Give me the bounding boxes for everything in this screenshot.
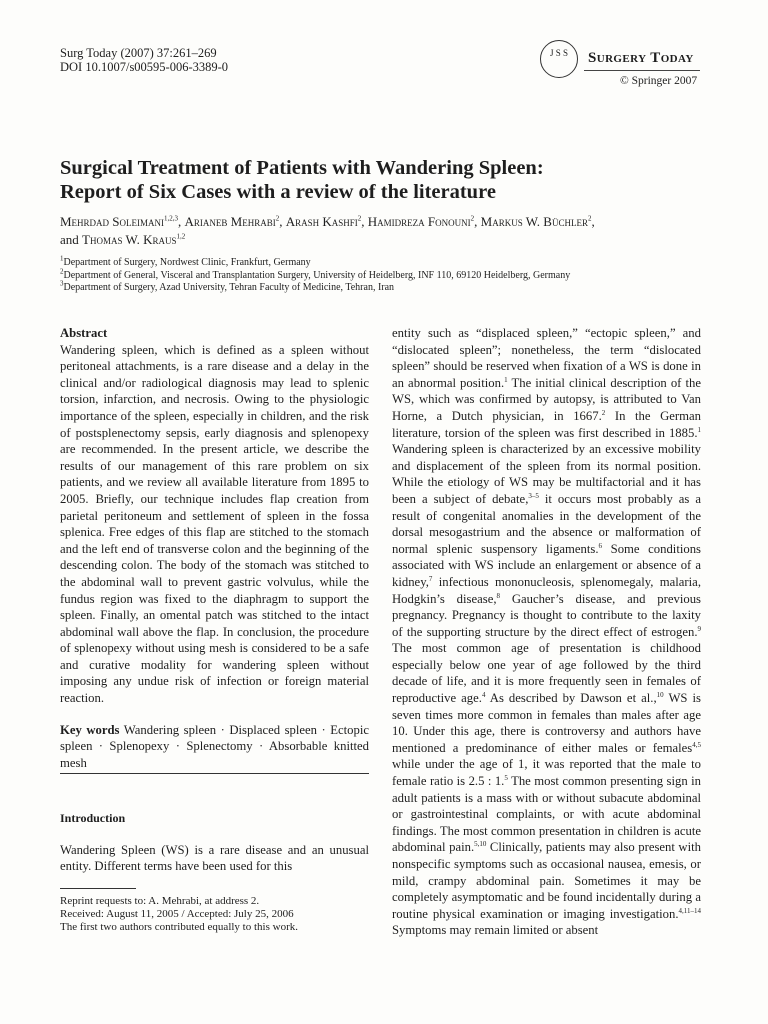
journal-name-underline — [584, 70, 700, 71]
right-column — [392, 325, 701, 939]
author-name: Markus W. Büchler — [480, 214, 588, 229]
citation-line: Surg Today (2007) 37:261–269 — [60, 46, 217, 60]
abstract-divider — [60, 773, 369, 774]
author-name: Arash Kashfi — [285, 214, 358, 229]
article-title — [60, 156, 710, 204]
copyright-notice: © Springer 2007 — [620, 75, 698, 87]
footnote-divider — [60, 888, 136, 889]
equal-contribution-note: The first two authors contributed equally to this work. — [60, 921, 298, 933]
author-name: Arianeb Mehrabi — [184, 214, 276, 229]
title-line-2: Report of Six Cases with a review of the literature — [60, 181, 496, 203]
affiliation-1: $^1$Department of Surgery, Nordwest Clinic, Frankfurt, Germany — [60, 254, 311, 268]
author-list: Mehrdad Soleimani$^{1,2,3}$, Arianeb Mehrabi$^2$, Arash Kashfi$^2$, Hamidreza Fonouni$^2$, Markus W. Büchler$^2$, and Thomas W. Kraus$^{1,2}$ — [60, 214, 595, 247]
abstract-heading: Abstract — [60, 326, 108, 340]
affiliation-3: $^3$Department of Surgery, Azad University, Tehran Faculty of Medicine, Tehran, Iran — [60, 279, 395, 293]
reprint-note: Reprint requests to: A. Mehrabi, at address 2. — [60, 895, 260, 907]
keywords-label: Key words — [60, 722, 120, 737]
introduction-text: Wandering Spleen (WS) is a rare disease and an unusual entity. Different terms have been used for this — [60, 842, 369, 874]
title-line-1: Surgical Treatment of Patients with Wandering Spleen: — [60, 157, 544, 179]
journal-seal-logo: J S S — [540, 40, 578, 78]
introduction-section — [60, 810, 369, 875]
affiliations — [60, 254, 710, 295]
doi-line: DOI 10.1007/s00595-006-3389-0 — [60, 60, 229, 74]
introduction-continued-text: entity such as “displaced spleen,” “ectopic spleen,” and “dislocated spleen”; nonetheless, the term “dislocated spleen” should be reserved when fixation of a WS is done in an abnormal position.$^1$ The initial clinical description of the WS, which was confirmed by autopsy, is attributed to Van Horne, a Dutch physician, in 1667.$^2$ In the German literature, torsion of the spleen was first described in 1885.$^1$ Wandering spleen is characterized by an excessive mobility and displacement of the spleen from its normal position. While the etiology of WS may be multifactorial and it has been a subject of debate,$^{3-5}$ it occurs most probably as a result of congenital anomalies in the development of the dorsal mesogastrium and the absence or malformation of normal splenic suspensory ligaments.$^6$ Some conditions associated with WS include an enlargement or absence of a kidney,$^7$ infectious mononucleosis, splenomegaly, malaria, Hodgkin’s disease,$^8$ Gaucher’s disease, and previous pregnancy. Pregnancy is thought to contribute to the laxity of the supporting structure by the direct effect of estrogen.$^9$ The most common age of presentation is childhood especially below one year of age followed by the third decade of life, and it is more frequently seen in females of reproductive age.$^4$ As described by Dawson et al.,$^{10}$ WS is seven times more common in females than males after age 10. Under this age, there is controversy and authors have mentioned a predominance of either males or females$^{4,5}$ while under the age of 1, it was reported that the male to female ratio is 2.5 : 1.$^5$ The most common presenting sign in adult patients is a mass with or without subacute abdominal or gastrointestinal complaints, or with acute abdominal findings. The most common presentation in children is acute abdominal pain.$^{5,10}$ Clinically, patients may also present with nonspecific symptoms such as occasional nausea, emesis, or mild, crampy abdominal pain. Sometimes it may be completely asymptomatic and be found incidentally during a routine physical examination or imaging investigation.$^{4,11-14}$ Symptoms may remain limited or absent — [392, 326, 702, 938]
journal-brand — [540, 40, 705, 90]
affiliation-2: $^2$Department of General, Visceral and Transplantation Surgery, University of Heidelberg, INF 110, 69120 Heidelberg, Germany — [60, 267, 571, 281]
left-column — [60, 325, 369, 771]
introduction-heading: Introduction — [60, 811, 126, 825]
author-name: Mehrdad Soleimani — [60, 214, 165, 229]
author-name: Hamidreza Fonouni — [367, 214, 471, 229]
keywords — [60, 722, 369, 772]
journal-citation — [60, 46, 228, 74]
author-name: Thomas W. Kraus — [82, 232, 177, 247]
abstract-text: Wandering spleen, which is defined as a spleen without peritoneal attachments, is a rare disease and a delay in the clinical and/or radiological diagnosis may lead to splenic torsion, infarction, and necrosis. Owing to the physiologic importance of the spleen, especially in children, and the risk of postsplenectomy sepsis, early diagnosis and splenopexy are recommended. In the present article, we describe the results of our management of this rare problem on six patients, and we review all available literature from 1895 to 2005. Briefly, our technique includes flap creation from parietal peritoneum and settlement of spleen in the fossa splenica. Free edges of this flap are stitched to the stomach and the left end of transverse colon and the beginning of the descending colon. The body of the stomach was stitched to the abdominal wall to prevent gastric volvulus, while the fundus region was fixed to the diaphragm to support the spleen. Finally, an omental patch was stitched to the intact abdominal wall above the flap. In conclusion, the procedure of splenopexy without using mesh is considered to be a safe and curative modality for wandering spleen without imposing any undue risk of infection or foreign material reaction. — [60, 342, 369, 706]
footnotes — [60, 895, 369, 934]
received-note: Received: August 11, 2005 / Accepted: July 25, 2006 — [60, 908, 294, 920]
keywords-text: Wandering spleen · Displaced spleen · Ectopic spleen · Splenopexy · Splenectomy · Absorbable knitted mesh — [60, 722, 369, 770]
journal-name: Surgery Today — [588, 50, 694, 66]
